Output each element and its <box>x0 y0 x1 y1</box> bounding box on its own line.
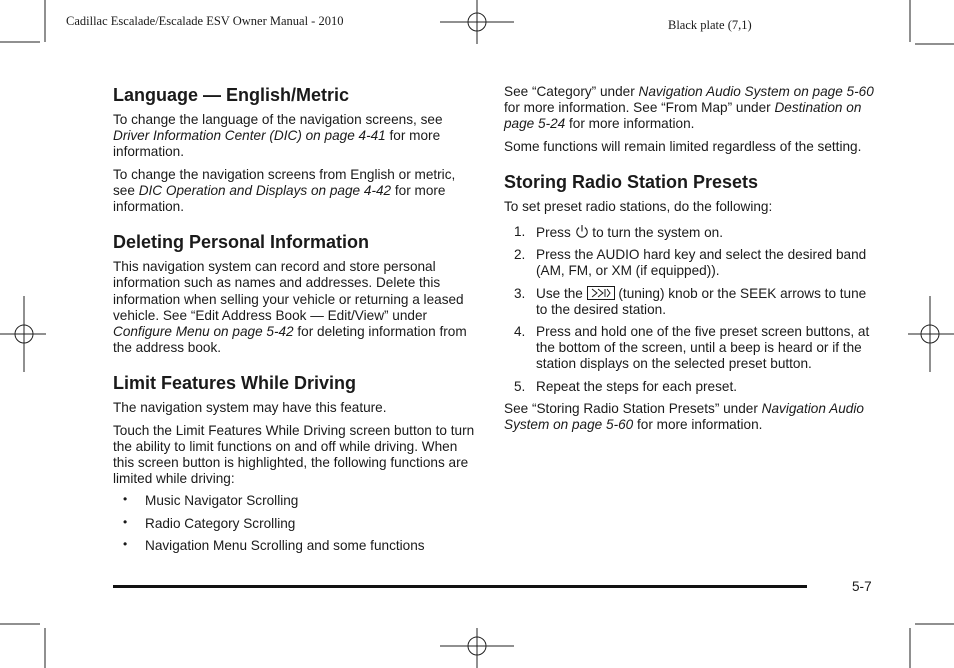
presets-steps <box>504 224 874 395</box>
limited-functions-list <box>113 493 478 554</box>
step-number: 1. <box>514 224 526 240</box>
power-icon <box>575 224 589 239</box>
text-run: for more information. <box>633 417 763 433</box>
right-column <box>504 84 874 449</box>
text-run: To change the navigation screens from English or metric, see <box>113 166 456 198</box>
registration-mark-top <box>440 0 514 44</box>
list-item <box>504 286 874 318</box>
text-run: See “Storing Radio Station Presets” under <box>504 400 762 416</box>
section-title-limit: Limit Features While Driving <box>113 373 357 394</box>
step-number: 5. <box>514 378 526 394</box>
section-presets <box>504 171 874 433</box>
text-run: See “Category” under <box>504 84 639 99</box>
registration-mark-bottom <box>440 628 514 668</box>
step-number: 4. <box>514 324 526 340</box>
section-title-presets: Storing Radio Station Presets <box>504 171 759 192</box>
list-item <box>504 247 874 279</box>
text-run: Repeat the steps for each preset. <box>536 378 738 394</box>
deleting-paragraph <box>113 259 478 356</box>
text-run: Use the <box>536 285 587 301</box>
list-item <box>504 224 874 241</box>
text-run: Press and hold one of the five preset screen buttons, at the bottom of the screen, until a beep is heard or if the station displays on the selected preset button. <box>536 324 870 372</box>
left-column <box>113 84 478 570</box>
cross-reference: Driver Information Center (DIC) on page 4-41 <box>113 128 386 144</box>
list-item: • Music Navigator Scrolling <box>113 493 478 509</box>
language-paragraph-1 <box>113 112 478 161</box>
section-language <box>113 84 478 215</box>
text-run: for deleting information from the address book. <box>113 324 467 356</box>
tuning-icon <box>587 286 615 300</box>
cross-reference: Navigation Audio System on page 5-60 <box>638 84 874 99</box>
text-run: for more information. <box>113 182 446 215</box>
limit-paragraph-1: The navigation system may have this feature. <box>113 400 387 416</box>
step-number: 3. <box>514 285 526 301</box>
text-run: Press <box>536 225 575 241</box>
section-limit <box>113 372 478 554</box>
section-title-deleting: Deleting Personal Information <box>113 232 370 253</box>
text-run: to turn the system on. <box>588 225 724 241</box>
limit-paragraph-3 <box>504 84 874 133</box>
language-paragraph-2 <box>113 167 478 216</box>
list-item: • Navigation Menu Scrolling and some functions <box>113 538 478 554</box>
text-run: for more information. <box>113 128 441 160</box>
text-run: for more information. <box>565 116 695 132</box>
text-run: (tuning) knob or the SEEK arrows to tune to the desired station. <box>536 285 867 317</box>
cross-reference: Navigation Audio System on page 5-60 <box>504 400 864 433</box>
limit-paragraph-4: Some functions will remain limited regardless of the setting. <box>504 138 862 154</box>
presets-intro: To set preset radio stations, do the following: <box>504 198 773 214</box>
text-run: To change the language of the navigation screens, see <box>113 112 443 127</box>
registration-mark-left <box>0 296 46 372</box>
manual-title: Cadillac Escalade/Escalade ESV Owner Manual - 2010 <box>66 14 344 28</box>
text-run: for more information. See “From Map” under <box>504 100 775 116</box>
cross-reference: Destination on page 5-24 <box>504 100 862 132</box>
page-number: 5-7 <box>852 579 872 594</box>
cross-reference: Configure Menu on page 5-42 <box>113 324 294 340</box>
list-item <box>504 324 874 373</box>
registration-mark-right <box>908 296 954 372</box>
section-deleting <box>113 231 478 356</box>
list-item <box>504 379 874 395</box>
plate-label: Black plate (7,1) <box>668 18 752 32</box>
section-title-language: Language — English/Metric <box>113 85 350 105</box>
footer-rule <box>113 585 807 588</box>
list-item: • Radio Category Scrolling <box>113 516 478 532</box>
limit-paragraph-2: Touch the Limit Features While Driving screen button to turn the ability to limit functions on and off while driving. When this screen button is highlighted, the following functions are limited while driving: <box>113 422 475 487</box>
presets-outro <box>504 401 874 433</box>
step-number: 2. <box>514 247 526 263</box>
text-run: Press the AUDIO hard key and select the desired band (AM, FM, or XM (if equipped)). <box>536 247 867 279</box>
cross-reference: DIC Operation and Displays on page 4-42 <box>138 182 392 198</box>
text-run: This navigation system can record and store personal information such as names and addresses. Delete this information when selling your vehicle or returning a leased vehicle. See “Edit Address Book — Edit/View” under <box>113 259 464 323</box>
